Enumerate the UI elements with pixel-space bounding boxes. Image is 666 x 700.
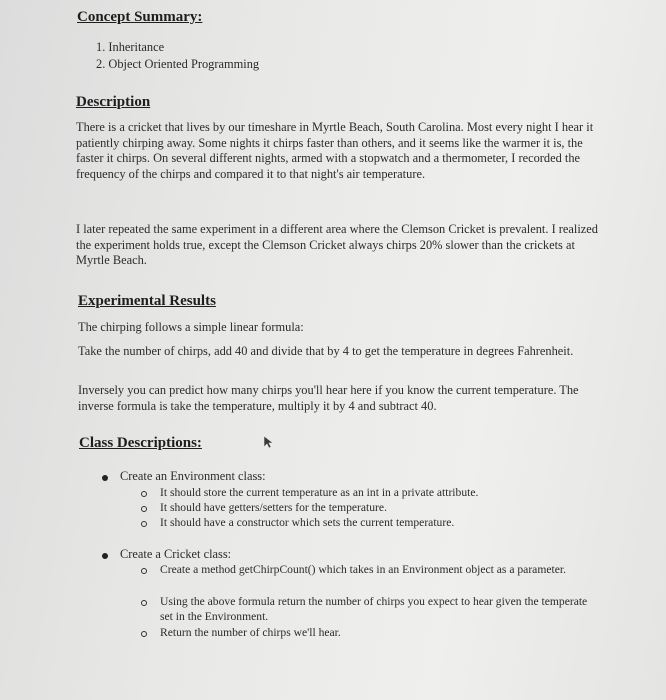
environment-item-3: It should have a constructor which sets the current temperature. <box>160 516 455 529</box>
results-paragraph-3: Inversely you can predict how many chirps you'll hear here if you know the current temperature. The inverse formula is take the temperature, multiply it by 4 and subtract 40. <box>78 383 579 413</box>
bullet-dot <box>102 553 108 559</box>
environment-item-1: It should store the current temperature as an int in a private attribute. <box>160 486 479 499</box>
concept-item-2: 2. Object Oriented Programming <box>96 57 260 71</box>
mouse-cursor-icon <box>262 435 274 449</box>
results-paragraph-2: Take the number of chirps, add 40 and divide that by 4 to get the temperature in degrees Fahrenheit. <box>78 344 574 358</box>
results-paragraph-1: The chirping follows a simple linear formula: <box>78 320 304 334</box>
concept-summary-heading: Concept Summary: <box>77 9 203 25</box>
sub-bullet <box>141 568 147 574</box>
description-paragraph-2: I later repeated the same experiment in a different area where the Clemson Cricket is prevalent. I realized the experiment holds true, except the Clemson Cricket always chirps 20% slower than the crickets at Myrtle Beach. <box>76 222 598 267</box>
cricket-item-1: Create a method getChirpCount() which takes in an Environment object as a parameter. <box>160 563 566 576</box>
sub-bullet <box>141 521 147 527</box>
bullet-dot <box>102 475 108 481</box>
experimental-results-heading: Experimental Results <box>78 293 216 309</box>
description-heading: Description <box>76 94 151 110</box>
sub-bullet <box>141 506 147 512</box>
description-paragraph-1: There is a cricket that lives by our timeshare in Myrtle Beach, South Carolina. Most every night I hear it patiently chirping away. Some nights it chirps faster than others, and it seems like the warmer it is, the faster it chirps. On several different nights, armed with a stopwatch and a thermometer, I recorded the frequency of the chirps and compared it to that night's air temperature. <box>76 120 594 181</box>
sub-bullet <box>141 631 147 637</box>
environment-class-title: Create an Environment class: <box>120 469 266 483</box>
cricket-item-2: Using the above formula return the number of chirps you expect to hear given the temperate set in the Environment. <box>160 595 588 623</box>
concept-item-1: 1. Inheritance <box>96 40 165 54</box>
sub-bullet <box>141 600 147 606</box>
environment-item-2: It should have getters/setters for the temperature. <box>160 501 387 514</box>
cricket-item-3: Return the number of chirps we'll hear. <box>160 626 341 639</box>
sub-bullet <box>141 491 147 497</box>
cricket-class-title: Create a Cricket class: <box>120 547 232 561</box>
class-descriptions-heading: Class Descriptions: <box>79 435 202 451</box>
